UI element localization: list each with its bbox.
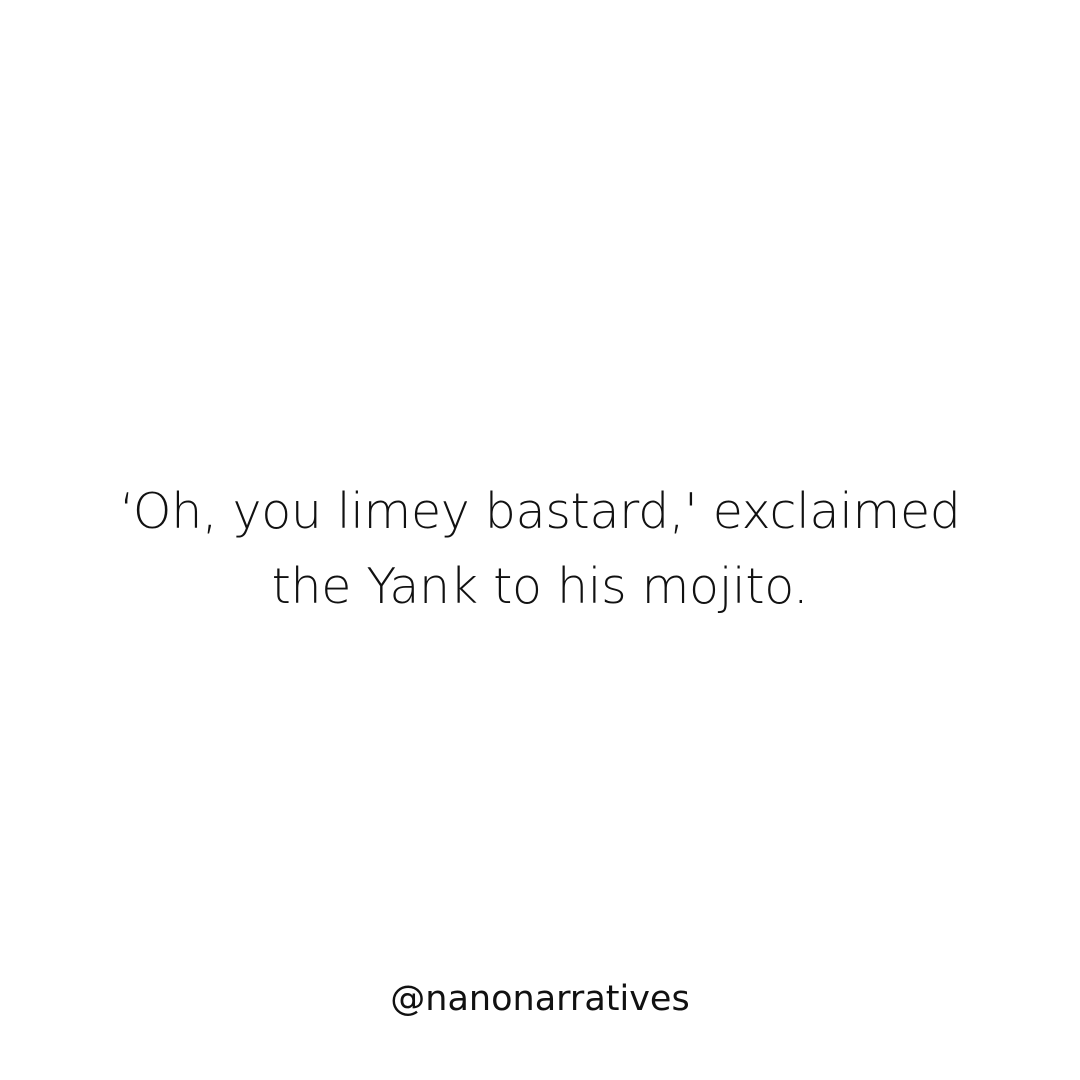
quote-line-1: ‘Oh, you limey bastard,' exclaimed <box>119 483 961 540</box>
quote-line-2: the Yank to his mojito. <box>271 558 809 615</box>
author-handle: @nanonarratives <box>390 979 690 1019</box>
quote-text <box>40 474 1040 624</box>
